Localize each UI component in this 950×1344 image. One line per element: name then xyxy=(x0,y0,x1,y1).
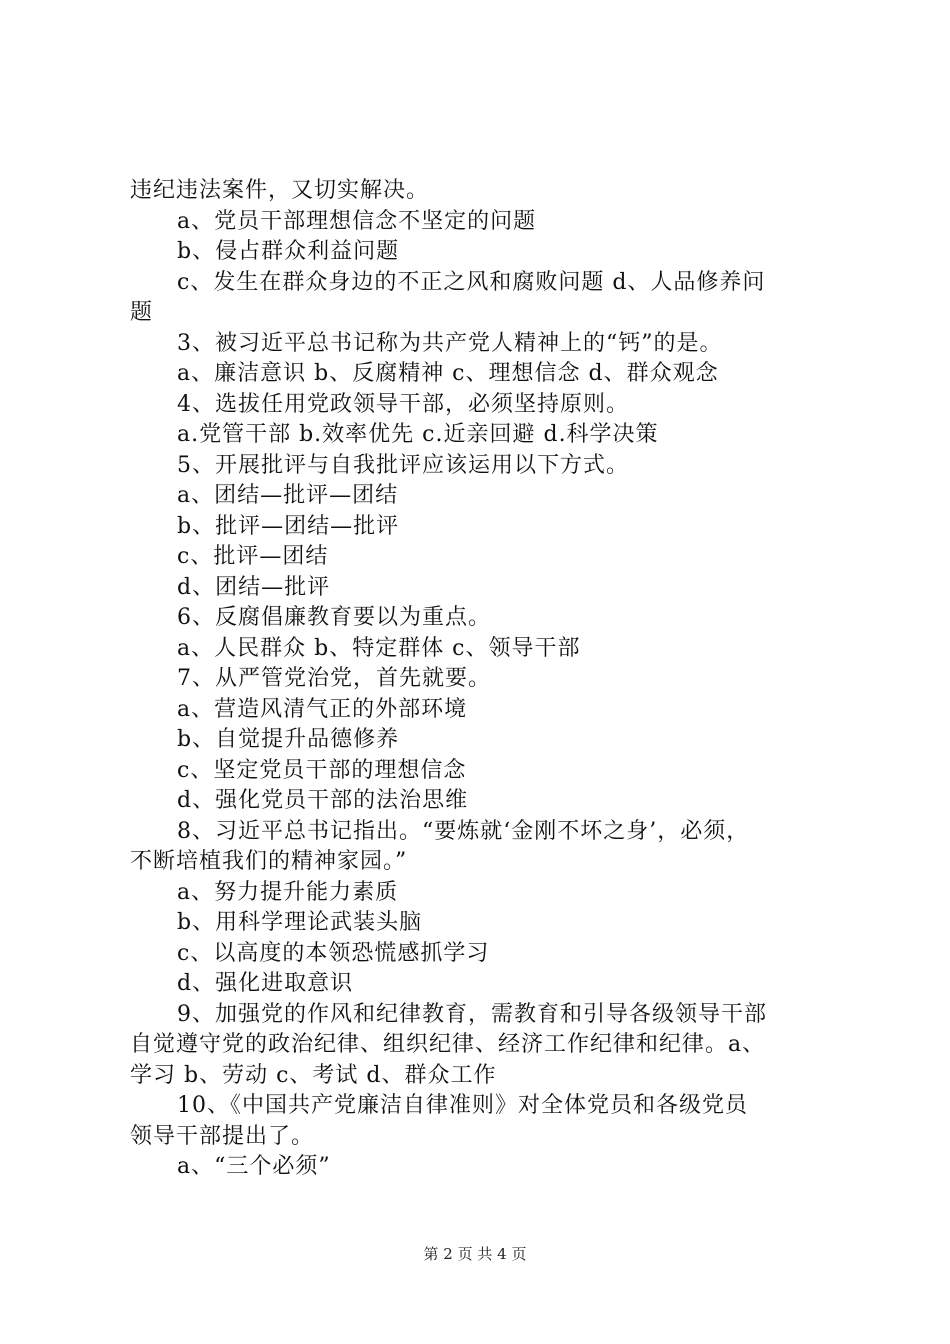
text-line: 7、从严管党治党，首先就要。 xyxy=(177,666,491,691)
text-line: b、侵占群众利益问题 xyxy=(177,239,400,264)
text-line: a、团结—批评—团结 xyxy=(177,483,399,508)
text-line: a、廉洁意识 b、反腐精神 c、理想信念 d、群众观念 xyxy=(177,361,719,386)
text-line: b、自觉提升品德修养 xyxy=(177,727,400,752)
text-line: a、“三个必须” xyxy=(177,1154,331,1179)
text-line: 4、选拔任用党政领导干部，必须坚持原则。 xyxy=(177,391,629,417)
text-line: b、用科学理论武装头脑 xyxy=(177,910,423,935)
text-line: a、党员干部理想信念不坚定的问题 xyxy=(177,208,537,234)
text-line: 10、《中国共产党廉洁自律准则》对全体党员和各级党员 xyxy=(177,1093,748,1118)
text-line: d、强化进取意识 xyxy=(177,971,354,996)
text-line: 不断培植我们的精神家园。” xyxy=(130,849,408,874)
text-line: c、坚定党员干部的理想信念 xyxy=(177,757,467,783)
text-line: 违纪违法案件，又切实解决。 xyxy=(130,178,430,203)
text-line: 学习 b、劳动 c、考试 d、群众工作 xyxy=(130,1062,497,1088)
document-body xyxy=(130,176,830,1183)
text-line: 9、加强党的作风和纪律教育，需教育和引导各级领导干部 xyxy=(177,1001,767,1027)
text-line: 6、反腐倡廉教育要以为重点。 xyxy=(177,605,491,630)
text-line: a、营造风清气正的外部环境 xyxy=(177,696,468,722)
text-line: b、批评—团结—批评 xyxy=(177,513,400,539)
text-line: a、努力提升能力素质 xyxy=(177,879,399,905)
text-line: a.党管干部 b.效率优先 c.近亲回避 d.科学决策 xyxy=(177,422,659,447)
text-line: 领导干部提出了。 xyxy=(130,1123,315,1149)
text-line: 自觉遵守党的政治纪律、组织纪律、经济工作纪律和纪律。a、 xyxy=(130,1032,766,1057)
text-line: d、强化党员干部的法治思维 xyxy=(177,788,469,813)
text-line: d、团结—批评 xyxy=(177,574,331,600)
text-line: c、批评—团结 xyxy=(177,544,329,569)
text-line: 3、被习近平总书记称为共产党人精神上的“钙”的是。 xyxy=(177,330,723,356)
text-line: c、发生在群众身边的不正之风和腐败问题 d、人品修养问 xyxy=(177,269,766,295)
text-line: c、以高度的本领恐慌感抓学习 xyxy=(177,940,490,966)
text-line: 题 xyxy=(130,300,154,325)
text-line: 8、习近平总书记指出。“要炼就‘金刚不坏之身’，必须， xyxy=(177,818,750,844)
text-line: 5、开展批评与自我批评应该运用以下方式。 xyxy=(177,452,629,478)
page-footer: 第 2 页 共 4 页 xyxy=(423,1245,527,1263)
text-line: a、人民群众 b、特定群体 c、领导干部 xyxy=(177,635,581,661)
